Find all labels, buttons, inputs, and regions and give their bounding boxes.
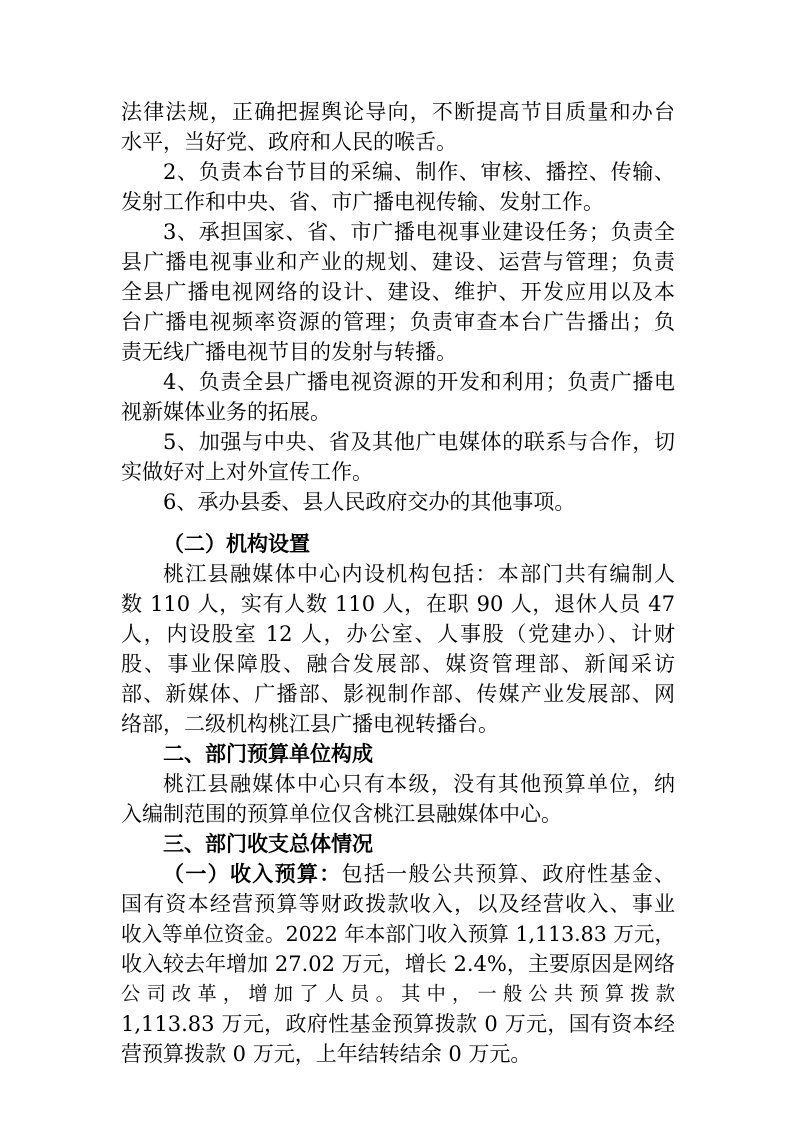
text-line: 实做好对上对外宣传工作。 (121, 460, 373, 484)
text-line: 县广播电视事业和产业的规划、建设、运营与管理；负责 (121, 250, 675, 274)
text-line: 台广播电视频率资源的管理；负责审查本台广告播出；负 (121, 310, 675, 334)
text-line: 数 110 人，实有人数 110 人，在职 90 人，退休人员 47 (121, 592, 675, 616)
document-page (121, 97, 675, 1069)
income-first-line (121, 859, 675, 889)
text-line: 视新媒体业务的拓展。 (121, 400, 331, 424)
section-heading: 三、部门收支总体情况 (163, 831, 373, 856)
text-line: 国有资本经营预算等财政拨款收入，以及经营收入、事业 (121, 892, 675, 916)
duties-block (121, 97, 675, 517)
section-overview (121, 829, 675, 1069)
text-line: 发射工作和中央、省、市广播电视传输、发射工作。 (121, 190, 604, 214)
income-first-text: 包括一般公共预算、政府性基金、 (341, 862, 676, 886)
text-line: 3、承担国家、省、市广播电视事业建设任务；负责全 (163, 220, 675, 244)
text-line: 入编制范围的预算单位仅含桃江县融媒体中心。 (121, 802, 562, 826)
text-line: 公 司 改 革 ， 增 加 了 人 员 。 其 中 ， 一 般 公 共 预 算 拨 款 (121, 982, 675, 1005)
text-line: 营预算拨款 0 万元，上年结转结余 0 万元。 (121, 1042, 532, 1066)
text-line: 责无线广播电视节目的发射与转播。 (121, 340, 457, 364)
text-line: 2、负责本台节目的采编、制作、审核、播控、传输、 (163, 160, 675, 184)
text-line: 全县广播电视网络的设计、建设、维护、开发应用以及本 (121, 280, 675, 304)
text-line: 4、负责全县广播电视资源的开发和利用；负责广播电 (163, 370, 675, 394)
section-heading: 二、部门预算单位构成 (163, 741, 373, 766)
text-line: 法律法规，正确把握舆论导向，不断提高节目质量和办台 (121, 100, 675, 124)
section-org (121, 529, 675, 739)
section-units (121, 739, 675, 829)
section-heading: （二）机构设置 (163, 531, 310, 556)
text-line: 络部，二级机构桃江县广播电视转播台。 (121, 712, 499, 736)
text-line: 1,113.83 万元，政府性基金预算拨款 0 万元，国有资本经 (121, 1012, 675, 1036)
text-line: 水平，当好党、政府和人民的喉舌。 (121, 130, 457, 154)
text-line: 6、承办县委、县人民政府交办的其他事项。 (163, 490, 576, 514)
income-label: （一）收入预算： (163, 861, 342, 886)
text-line: 人，内设股室 12 人，办公室、人事股（党建办）、计财 (121, 622, 675, 646)
text-line: 收入等单位资金。2022 年本部门收入预算 1,113.83 万元， (121, 922, 675, 946)
text-line: 收入较去年增加 27.02 万元，增长 2.4%，主要原因是网络 (121, 952, 675, 976)
text-line: 5、加强与中央、省及其他广电媒体的联系与合作，切 (163, 430, 675, 454)
text-line: 部、新媒体、广播部、影视制作部、传媒产业发展部、网 (121, 682, 675, 706)
text-line: 桃江县融媒体中心内设机构包括：本部门共有编制人 (163, 562, 675, 586)
text-line: 股、事业保障股、融合发展部、媒资管理部、新闻采访 (121, 652, 675, 676)
spacer (121, 517, 675, 529)
text-line: 桃江县融媒体中心只有本级，没有其他预算单位，纳 (163, 772, 675, 796)
